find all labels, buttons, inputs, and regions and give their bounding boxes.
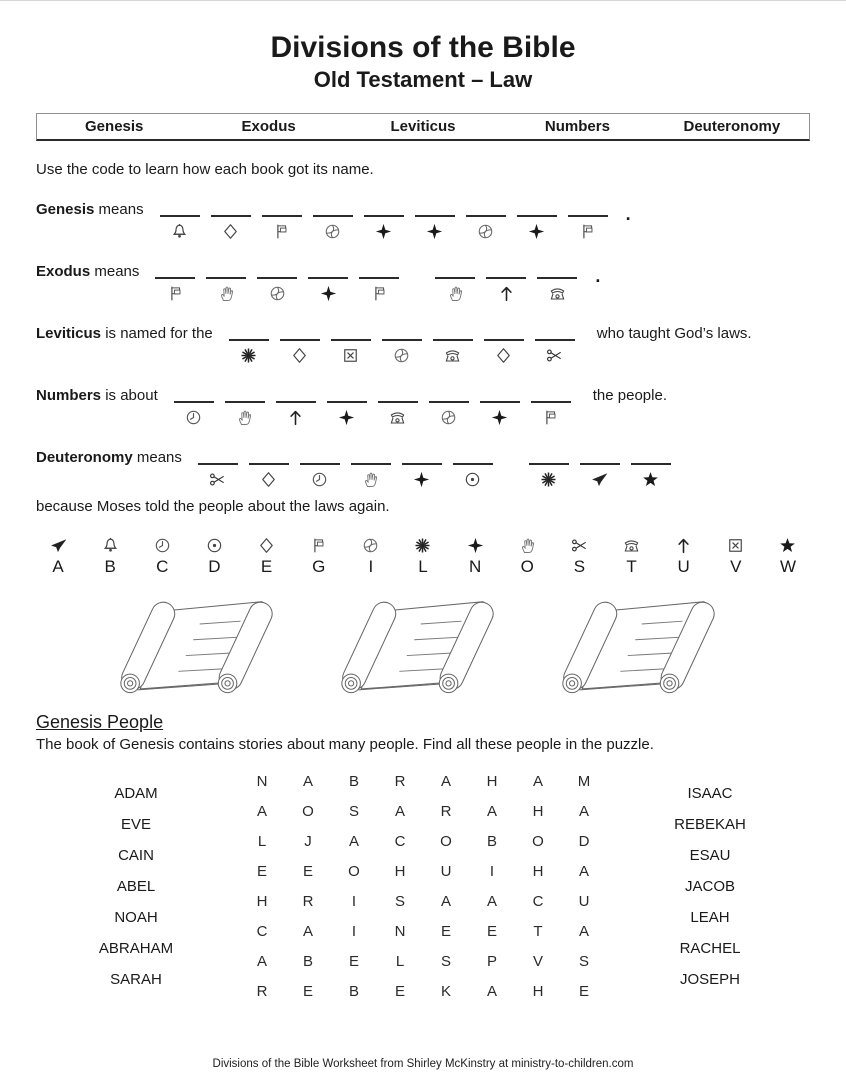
answer-blank [280,317,320,364]
answer-blank [435,255,475,302]
grid-letter: H [532,863,544,880]
answer-blank [300,441,340,488]
hand-icon [218,284,235,302]
page-subtitle: Old Testament – Law [313,67,533,92]
star4-icon [338,408,355,426]
book-name-exodus: Exodus [241,118,296,135]
grid-letter: U [440,863,452,880]
blank-line [529,463,569,465]
word-list-item: LEAH [690,909,730,926]
sunburst-icon [414,536,431,554]
answer-blank [415,193,455,240]
hand-icon [447,284,464,302]
book-name-genesis: Genesis [85,118,144,135]
code-key [40,531,806,577]
word-list-item: JACOB [684,878,735,895]
book-name-numbers: Numbers [544,118,610,135]
code-key-letter: T [626,557,637,576]
grid-letter: A [256,803,267,820]
code-key-item [561,531,597,577]
answer-blank [308,255,348,302]
grid-letter: E [302,863,313,880]
answer-blank [402,441,442,488]
worksheet-page [0,31,846,1000]
answer-blank [331,317,371,364]
cipher-line-tail: the people. [592,387,667,404]
blank-line [351,463,391,465]
blank-line [262,215,302,217]
flag-icon [310,536,327,554]
blank-line [433,339,473,341]
blank-line [280,339,320,341]
flag-icon [371,284,388,302]
answer-blank [155,255,195,302]
answer-blank [531,379,571,426]
code-key-item [614,531,650,577]
answer-blank [276,379,316,426]
star4-icon [413,470,430,488]
scroll-icon [321,585,526,706]
answer-blank [480,379,520,426]
continuation-text: because Moses told the people about the laws again. [36,498,390,515]
grid-letter: O [302,803,314,820]
word-list-item: REBEKAH [674,816,746,833]
grid-letter: I [351,923,357,940]
grid-letter: R [256,983,268,1000]
answer-blank [229,317,269,364]
blank-line [257,277,297,279]
star4-icon [491,408,508,426]
grid-letter: C [532,893,544,910]
code-key-letter: D [208,557,221,576]
answer-blank [535,317,575,364]
code-key-item [770,531,806,577]
code-key-item [666,531,702,577]
cipher-line-label: Numbers is about [36,387,158,404]
grid-letter: A [440,773,451,790]
grid-letter: H [394,863,406,880]
diamond-icon [222,222,239,240]
word-list-item: RACHEL [679,940,741,957]
answer-blank [486,255,526,302]
answer-blank [359,255,399,302]
word-list-item: ABEL [116,878,156,895]
answer-blank [382,317,422,364]
code-key-item [457,531,493,577]
cipher-line-label: Leviticus is named for the [36,325,213,342]
grid-letter: A [302,773,313,790]
clock-icon [154,536,171,554]
cipher-line-label: Deuteronomy means [36,449,182,466]
star4-icon [375,222,392,240]
blank-line [160,215,200,217]
answer-blank [351,441,391,488]
sentence-period: . [595,266,601,286]
book-name-deuteronomy: Deuteronomy [683,118,781,135]
grid-letter: A [302,923,313,940]
grid-letter: A [578,863,589,880]
answer-blank [484,317,524,364]
grid-letter: H [486,773,498,790]
cipher-line-numbers [36,379,810,426]
answer-blank [466,193,506,240]
cipher-line-label: Exodus means [36,263,140,280]
sunburst-icon [240,346,257,364]
answer-blank [225,379,265,426]
word-search-intro: The book of Genesis contains stories about many people. Find all these people in the puzzle. [36,736,654,753]
blank-line [308,277,348,279]
blank-line [300,463,340,465]
grid-letter: E [348,953,359,970]
code-key-letter: N [468,557,482,576]
answer-blank [198,441,238,488]
pinwheel-icon [440,408,457,426]
word-list-item: JOSEPH [679,971,740,988]
answer-blank [429,379,469,426]
blank-line [249,463,289,465]
airplane-icon [591,470,608,488]
grid-letter: B [348,983,359,1000]
grid-letter: A [256,953,267,970]
answer-blank [364,193,404,240]
clock-icon [311,470,328,488]
star5-icon [642,470,659,488]
blank-line [535,339,575,341]
word-list-item: SARAH [110,971,162,988]
scroll-icon [100,585,305,706]
airplane-icon [50,536,67,554]
answer-blank [453,441,493,488]
telephone-icon [623,536,640,554]
grid-letter: U [578,893,590,910]
blank-line [531,401,571,403]
blank-line [415,215,455,217]
grid-letter: D [578,833,590,850]
blank-line [327,401,367,403]
answer-blank [211,193,251,240]
code-key-item [718,531,754,577]
blank-line [382,339,422,341]
code-key-letter: E [260,557,273,576]
grid-letter: A [440,893,451,910]
word-list-item: ISAAC [687,785,733,802]
blank-line [229,339,269,341]
word-list-item: CAIN [118,847,154,864]
blank-line [486,277,526,279]
grid-letter: K [440,983,451,1000]
grid-letter: L [395,953,405,970]
blank-line [568,215,608,217]
code-key-letter: U [677,557,690,576]
word-search-grid [254,773,593,1000]
code-key-item [249,531,285,577]
blank-line [225,401,265,403]
blank-line [484,339,524,341]
grid-letter: H [532,983,544,1000]
answer-blank [174,379,214,426]
answer-blank [631,441,671,488]
grid-letter: E [256,863,267,880]
telephone-icon [444,346,461,364]
boxed-x-icon [342,346,359,364]
blank-line [313,215,353,217]
blank-line [364,215,404,217]
blank-line [537,277,577,279]
answer-blank [378,379,418,426]
answer-blank [249,441,289,488]
code-key-letter: S [573,557,586,576]
arrow-up-icon [498,284,515,302]
grid-letter: O [440,833,452,850]
blank-line [580,463,620,465]
cipher-word [155,255,399,302]
blank-line [466,215,506,217]
answer-blank [433,317,473,364]
word-list-left [36,785,236,988]
pinwheel-icon [362,536,379,554]
grid-letter: E [578,983,589,1000]
flag-icon [542,408,559,426]
code-key-letter: A [52,557,64,576]
grid-letter: V [532,953,543,970]
word-search-heading: Genesis People [36,712,164,732]
grid-letter: E [394,983,405,1000]
cipher-word [435,255,577,302]
cipher-word [198,441,493,488]
code-key-item [405,531,441,577]
cipher-line-label: Genesis means [36,201,144,218]
cipher-word [174,379,571,426]
word-list-right [610,785,810,988]
hand-icon [362,470,379,488]
clock-icon [185,408,202,426]
answer-blank [537,255,577,302]
grid-letter: A [486,893,497,910]
pinwheel-icon [393,346,410,364]
pinwheel-icon [477,222,494,240]
blank-line [402,463,442,465]
scissors-icon [209,470,226,488]
answer-blank [160,193,200,240]
grid-letter: E [302,983,313,1000]
code-key-letter: L [418,557,428,576]
grid-letter: I [351,893,357,910]
cipher-line-leviticus [36,317,810,364]
instructions-text: Use the code to learn how each book got its name. [36,161,374,178]
code-key-item [40,531,76,577]
diamond-icon [495,346,512,364]
grid-letter: M [577,773,591,790]
sentence-period: . [625,204,631,224]
answer-blank [262,193,302,240]
code-key-item [144,531,180,577]
star4-icon [320,284,337,302]
code-key-letter: V [730,557,742,576]
telephone-icon [549,284,566,302]
answer-blank [313,193,353,240]
scroll-icon [542,585,747,706]
grid-letter: I [489,863,495,880]
code-key-item [92,531,128,577]
grid-letter: H [532,803,544,820]
grid-letter: E [440,923,451,940]
telephone-icon [389,408,406,426]
grid-letter: C [394,833,406,850]
cipher-word [160,193,608,240]
code-key-letter: O [520,557,534,576]
blank-line [331,339,371,341]
flag-icon [167,284,184,302]
scissors-icon [571,536,588,554]
blank-line [276,401,316,403]
code-key-letter: C [156,557,169,576]
grid-letter: B [486,833,497,850]
star4-icon [426,222,443,240]
blank-line [517,215,557,217]
grid-letter: B [348,773,359,790]
blank-line [155,277,195,279]
grid-letter: S [394,893,405,910]
arrow-up-icon [675,536,692,554]
pinwheel-icon [324,222,341,240]
code-key-item [509,531,545,577]
hand-icon [519,536,536,554]
word-list-item: ABRAHAM [98,940,174,957]
arrow-up-icon [287,408,304,426]
circle-dot-icon [206,536,223,554]
boxed-x-icon [727,536,744,554]
answer-blank [327,379,367,426]
scissors-icon [546,346,563,364]
sunburst-icon [540,470,557,488]
grid-letter: C [256,923,268,940]
cipher-line-exodus [36,255,810,302]
word-list-item: ESAU [689,847,731,864]
answer-blank [517,193,557,240]
answer-blank [257,255,297,302]
word-list-item: EVE [120,816,151,833]
grid-letter: A [394,803,405,820]
code-key-letter: G [312,557,326,576]
cipher-line-tail: who taught God’s laws. [596,325,752,342]
word-list-item: NOAH [114,909,158,926]
code-key-letter: I [368,557,374,576]
star4-icon [528,222,545,240]
grid-letter: N [256,773,268,790]
answer-blank [529,441,569,488]
grid-letter: E [486,923,497,940]
books-table [36,113,810,141]
grid-letter: O [348,863,360,880]
hand-icon [236,408,253,426]
word-list-item: ADAM [114,785,158,802]
diamond-icon [258,536,275,554]
grid-letter: R [302,893,314,910]
diamond-icon [291,346,308,364]
blank-line [359,277,399,279]
code-key-letter: B [104,557,116,576]
grid-letter: A [348,833,359,850]
code-key-letter: W [779,557,796,576]
blank-line [198,463,238,465]
answer-blank [580,441,620,488]
blank-line [480,401,520,403]
grid-letter: S [578,953,589,970]
star5-icon [779,536,796,554]
code-key-item [301,531,337,577]
blank-line [206,277,246,279]
bell-icon [171,222,188,240]
cipher-line-genesis [36,193,810,240]
blank-line [174,401,214,403]
word-search-section [36,773,810,1000]
star4-icon [467,536,484,554]
grid-letter: N [394,923,406,940]
grid-letter: H [256,893,268,910]
grid-letter: R [440,803,452,820]
grid-letter: S [440,953,451,970]
blank-line [429,401,469,403]
grid-letter: O [532,833,544,850]
grid-letter: L [257,833,267,850]
circle-dot-icon [464,470,481,488]
blank-line [378,401,418,403]
grid-letter: T [533,923,543,940]
grid-letter: J [304,833,312,850]
blank-line [631,463,671,465]
book-name-leviticus: Leviticus [390,118,456,135]
grid-letter: R [394,773,406,790]
grid-letter: P [486,953,497,970]
page-title: Divisions of the Bible [270,31,576,64]
grid-letter: A [578,803,589,820]
grid-letter: A [486,983,497,1000]
answer-blank [206,255,246,302]
blank-line [453,463,493,465]
blank-line [211,215,251,217]
cipher-word [529,441,671,488]
grid-letter: A [532,773,543,790]
answer-blank [568,193,608,240]
cipher-line-deuteronomy [36,441,810,488]
diamond-icon [260,470,277,488]
grid-letter: A [486,803,497,820]
code-key-item [353,531,389,577]
bell-icon [102,536,119,554]
pinwheel-icon [269,284,286,302]
footer-credit: Divisions of the Bible Worksheet from Shirley McKinstry at ministry-to-children.com [212,1058,634,1070]
grid-letter: B [302,953,313,970]
flag-icon [273,222,290,240]
blank-line [435,277,475,279]
cipher-word [229,317,575,364]
grid-letter: A [578,923,589,940]
flag-icon [579,222,596,240]
cipher-section [36,193,810,488]
code-key-item [196,531,232,577]
scroll-illustrations [36,585,810,706]
grid-letter: S [348,803,359,820]
